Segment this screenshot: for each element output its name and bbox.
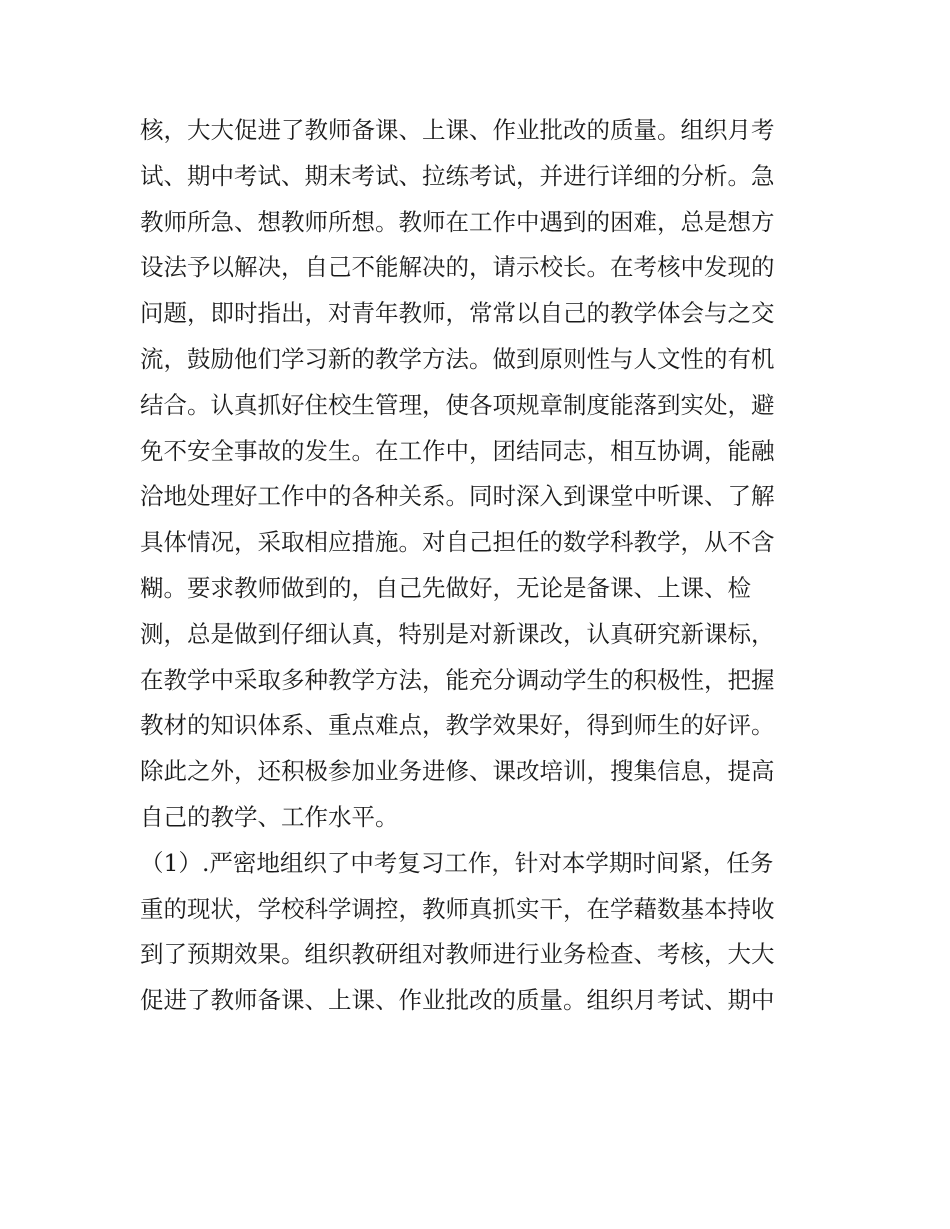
text-line-19: 到了预期效果。组织教研组对教师进行业务检查、考核，大大	[140, 940, 775, 969]
text-line-16: 自己的教学、工作水平。	[140, 802, 399, 831]
body-text	[140, 108, 820, 1024]
text-line-9: 洽地处理好工作中的各种关系。同时深入到课堂中听课、了解	[140, 482, 775, 511]
text-line-8: 免不安全事故的发生。在工作中，团结同志，相互协调，能融	[140, 436, 775, 465]
text-line-10: 具体情况，采取相应措施。对自己担任的数学科教学，从不含	[140, 528, 775, 557]
text-line-13: 在教学中采取多种教学方法，能充分调动学生的积极性，把握	[140, 665, 775, 694]
text-line-6: 流，鼓励他们学习新的教学方法。做到原则性与人文性的有机	[140, 344, 775, 373]
text-line-1: 核，大大促进了教师备课、上课、作业批改的质量。组织月考	[140, 116, 775, 144]
text-line-11: 糊。要求教师做到的，自己先做好，无论是备课、上课、检	[140, 573, 751, 602]
text-line-20: 促进了教师备课、上课、作业批改的质量。组织月考试、期中	[140, 986, 775, 1015]
text-line-18: 重的现状，学校科学调控，教师真抓实干，在学藉数基本持收	[140, 894, 775, 923]
text-line-5: 问题，即时指出，对青年教师，常常以自己的教学体会与之交	[140, 299, 775, 328]
text-line-17: （1）.严密地组织了中考复习工作，针对本学期时间紧，任务	[140, 848, 774, 877]
text-line-15: 除此之外，还积极参加业务进修、课改培训，搜集信息，提高	[140, 757, 775, 786]
text-line-12: 测，总是做到仔细认真，特别是对新课改，认真研究新课标，	[140, 619, 775, 648]
text-line-3: 教师所急、想教师所想。教师在工作中遇到的困难，总是想方	[140, 207, 775, 236]
text-line-14: 教材的知识体系、重点难点，教学效果好，得到师生的好评。	[140, 711, 775, 740]
text-line-2: 试、期中考试、期末考试、拉练考试，并进行详细的分析。急	[140, 161, 775, 190]
text-line-7: 结合。认真抓好住校生管理，使各项规章制度能落到实处，避	[140, 390, 775, 419]
text-line-4: 设法予以解决，自己不能解决的，请示校长。在考核中发现的	[140, 253, 775, 282]
